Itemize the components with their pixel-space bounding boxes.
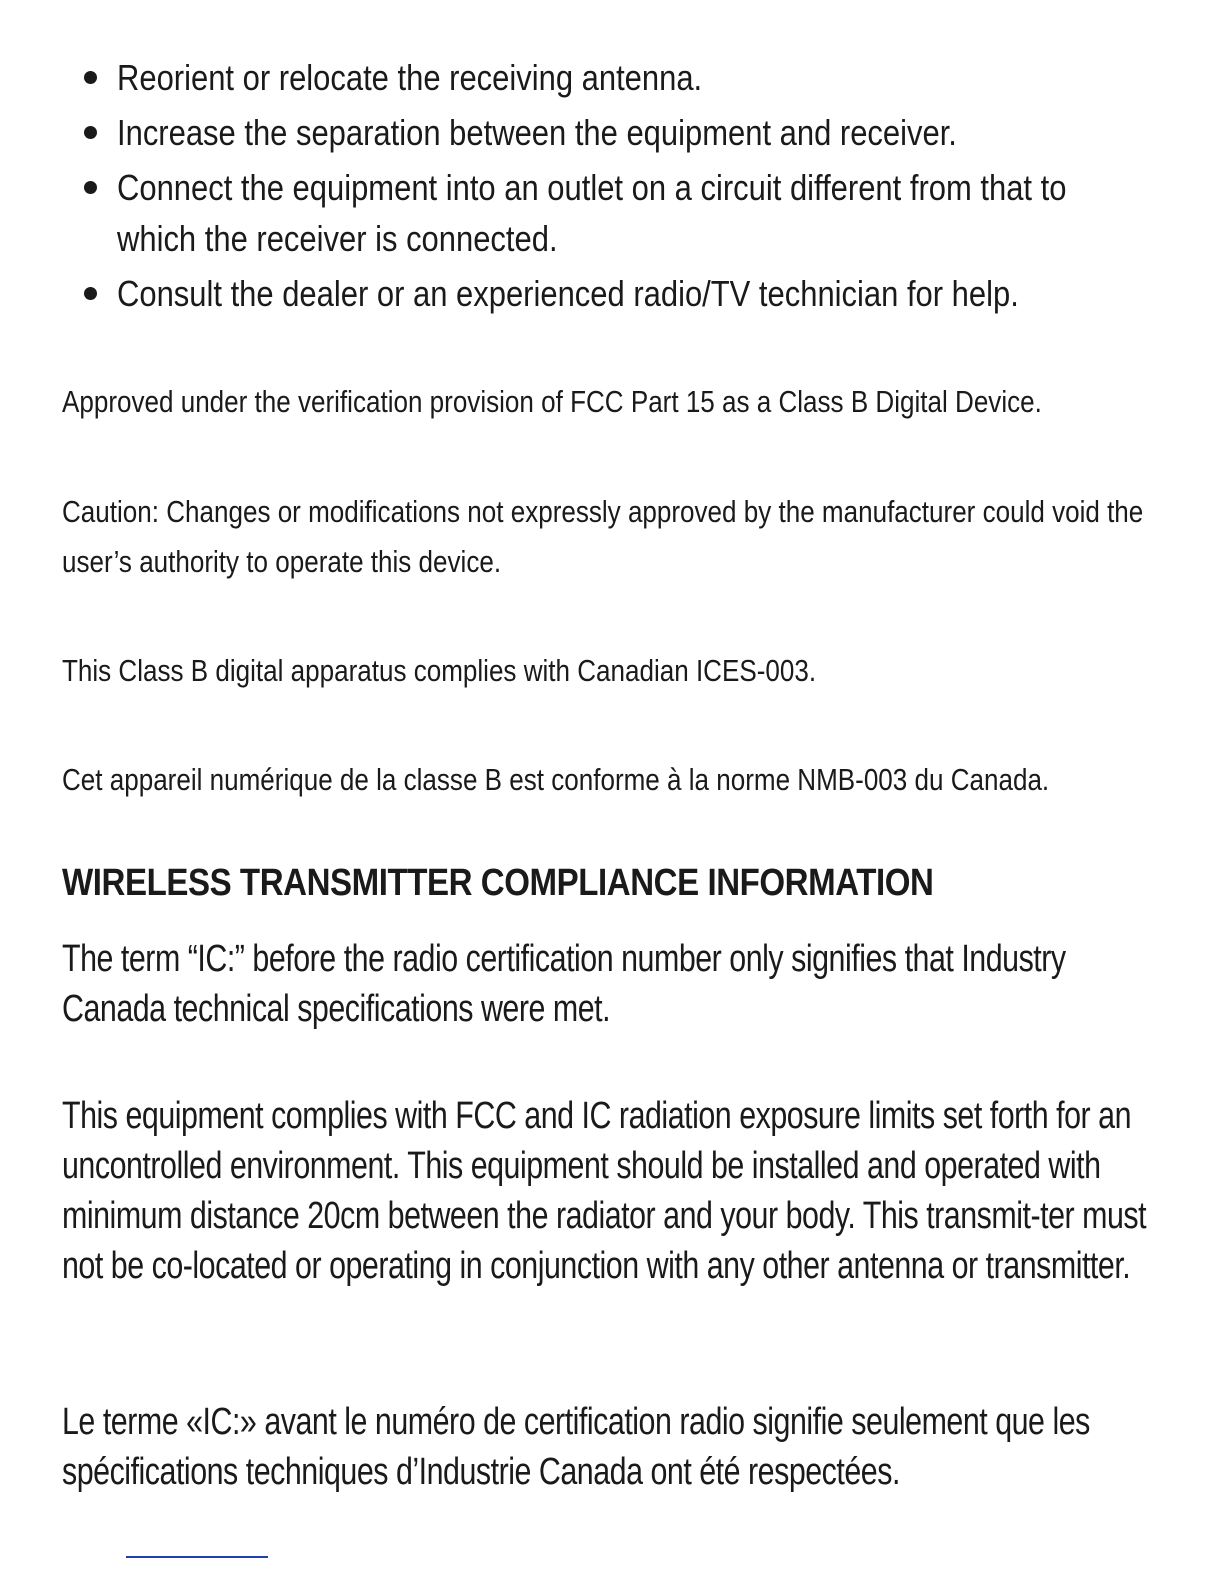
fcc-approval-paragraph: Approved under the verification provision of FCC Part 15 as a Class B Digital Device. — [62, 384, 1042, 419]
list-item-text: Reorient or relocate the receiving antenna. — [117, 57, 703, 98]
radiation-exposure-paragraph: This equipment complies with FCC and IC radiation exposure limits set forth for an uncontrolled environment. This equipment should be installed and operated with minimum distance 20cm between the radiator and your body. This transmit-ter must not be co-located or operating in conjunction with any other antenna or transmitter. — [62, 1095, 1147, 1287]
caution-paragraph: Caution: Changes or modifications not expressly approved by the manufacturer could void the user’s authority to operate this device. — [62, 494, 1144, 579]
footer-rule — [126, 1556, 268, 1558]
bullet-icon — [84, 126, 97, 139]
list-item — [80, 107, 1180, 158]
ic-term-english-paragraph: The term “IC:” before the radio certification number only signifies that Industry Canada technical specifications were met. — [62, 938, 1066, 1030]
list-item-text: Connect the equipment into an outlet on a circuit different from that to which the receiver is connected. — [117, 167, 1067, 259]
section-heading: WIRELESS TRANSMITTER COMPLIANCE INFORMATION — [62, 862, 934, 904]
list-item — [80, 162, 1180, 264]
list-item-text: Consult the dealer or an experienced radio/TV technician for help. — [117, 273, 1019, 314]
ices-english-paragraph: This Class B digital apparatus complies with Canadian ICES-003. — [62, 653, 817, 688]
ices-french-paragraph: Cet appareil numérique de la classe B est conforme à la norme NMB-003 du Canada. — [62, 762, 1050, 797]
list-item — [80, 268, 1180, 319]
bullet-icon — [84, 71, 97, 84]
bullet-icon — [84, 287, 97, 300]
bullet-icon — [84, 181, 97, 194]
ic-term-french-paragraph: Le terme «IC:» avant le numéro de certification radio signifie seulement que les spécifications techniques d’Industrie Canada ont été respectées. — [62, 1401, 1090, 1493]
list-item-text: Increase the separation between the equipment and receiver. — [117, 112, 957, 153]
list-item — [80, 52, 1180, 103]
interference-remedies-list — [80, 52, 1180, 323]
